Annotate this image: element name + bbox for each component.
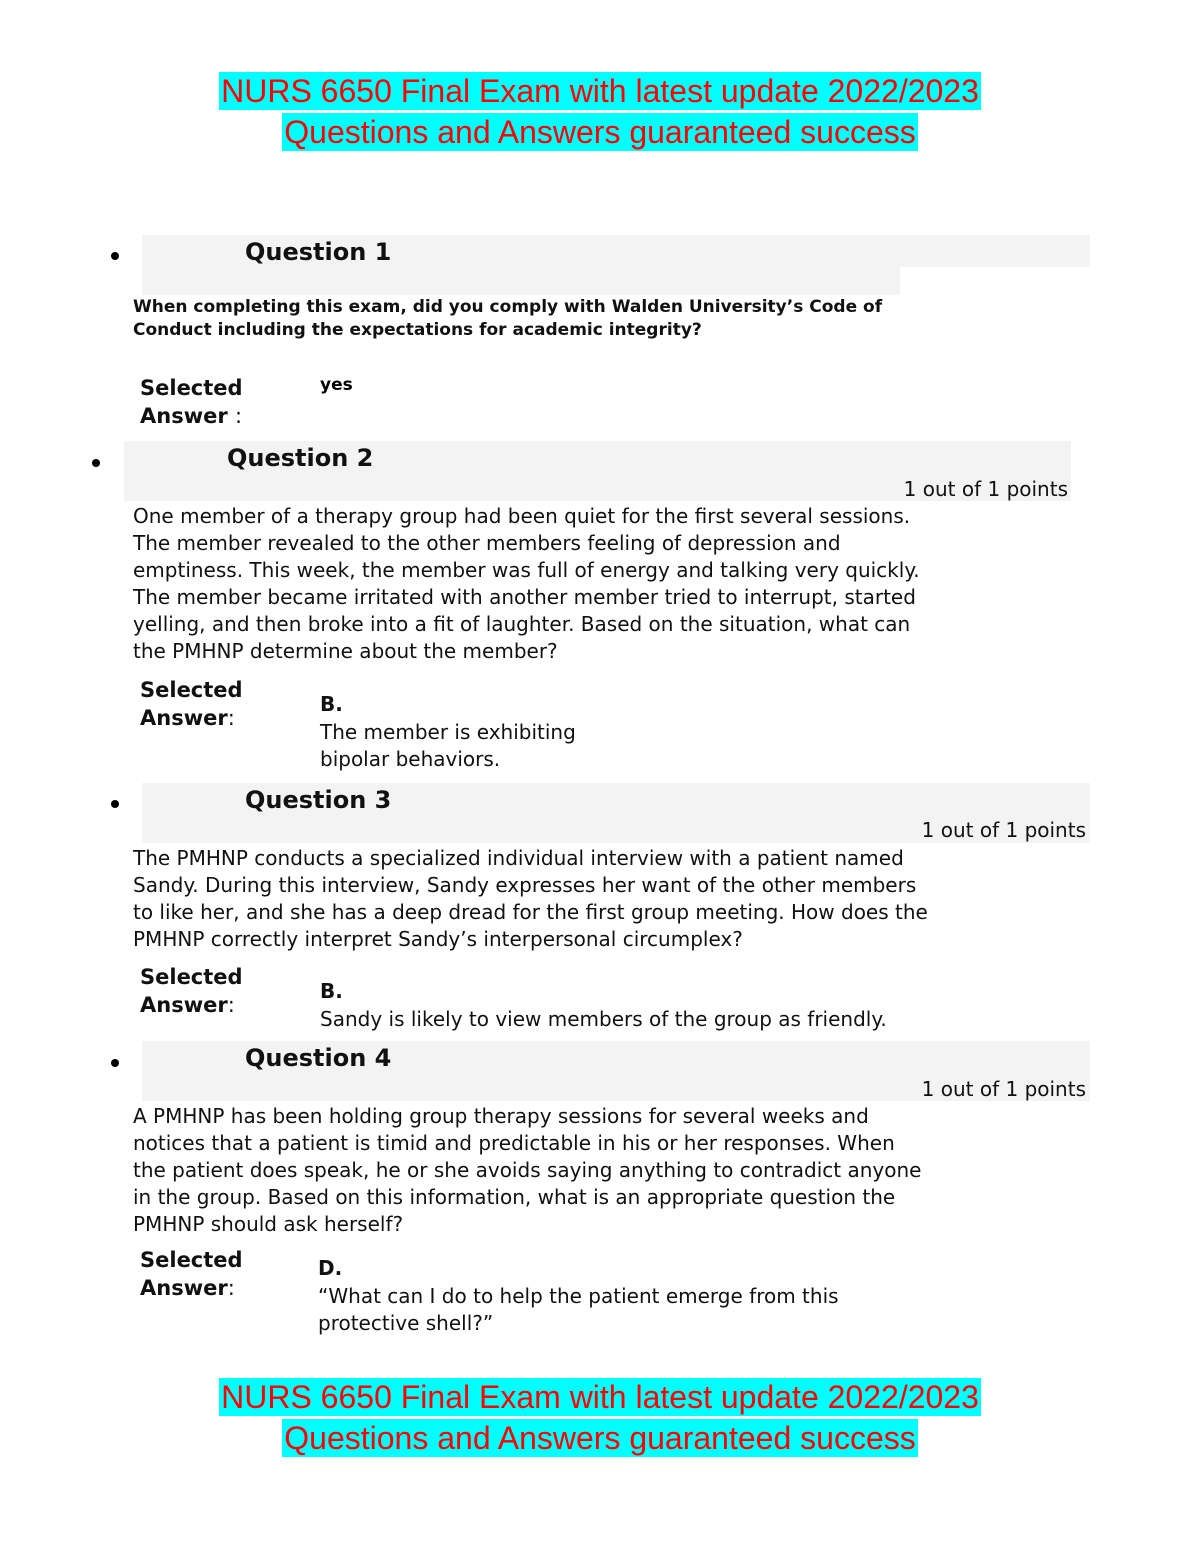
title-line-1: NURS 6650 Final Exam with latest update 2022/2023	[221, 73, 979, 109]
bullet-icon	[111, 800, 119, 808]
question-2-answer-letter: B.	[320, 692, 343, 716]
question-2-answer-text: The member is exhibiting bipolar behaviors.	[320, 720, 576, 771]
document-footer-title	[0, 1378, 1200, 1457]
question-3-answer-letter: B.	[320, 979, 343, 1003]
bullet-icon	[111, 252, 119, 260]
selected-answer-label: Selected Answer:	[140, 1248, 243, 1300]
question-3-points: 1 out of 1 points	[921, 818, 1086, 842]
bullet-icon	[92, 459, 100, 467]
question-1-text: When completing this exam, did you comply with Walden University’s Code of Conduct including the expectations for academic integrity?	[133, 297, 883, 340]
question-4-label: Question 4	[245, 1044, 392, 1072]
question-2-text: One member of a therapy group had been quiet for the first several sessions. The member revealed to the other members feeling of depression and emptiness. This week, the member was full of energy and talking very quickly. The member became irritated with another member tried to interrupt, started yelling, and then broke into a fit of laughter. Based on the situation, what can the PMHNP determine about the member?	[133, 504, 920, 663]
bullet-icon	[111, 1059, 119, 1067]
document-title	[0, 72, 1200, 151]
selected-answer-label: Selected Answer:	[140, 965, 243, 1017]
question-4-answer-letter: D.	[318, 1256, 343, 1280]
question-1-answer: yes	[320, 375, 353, 395]
question-1-label: Question 1	[245, 238, 392, 266]
question-header-bar	[142, 267, 900, 295]
question-3-text: The PMHNP conducts a specialized individual interview with a patient named Sandy. During this interview, Sandy expresses her want of the other members to like her, and she has a deep dread for the first group meeting. How does the PMHNP correctly interpret Sandy’s interpersonal circumplex?	[133, 846, 928, 951]
question-4-points: 1 out of 1 points	[921, 1077, 1086, 1101]
title-line-2: Questions and Answers guaranteed success	[284, 114, 916, 150]
footer-title-line-2: Questions and Answers guaranteed success	[284, 1420, 916, 1456]
question-2-points: 1 out of 1 points	[903, 477, 1068, 501]
question-4-answer-text: “What can I do to help the patient emerge from this protective shell?”	[318, 1284, 839, 1335]
question-2-label: Question 2	[227, 444, 374, 472]
selected-answer-label: Selected Answer :	[140, 376, 243, 428]
footer-title-line-1: NURS 6650 Final Exam with latest update 2022/2023	[221, 1379, 979, 1415]
question-3-label: Question 3	[245, 786, 392, 814]
question-3-answer-text: Sandy is likely to view members of the group as friendly.	[320, 1007, 887, 1031]
question-4-text: A PMHNP has been holding group therapy sessions for several weeks and notices that a patient is timid and predictable in his or her responses. When the patient does speak, he or she avoids saying anything to contradict anyone in the group. Based on this information, what is an appropriate question the PMHNP should ask herself?	[133, 1104, 922, 1236]
selected-answer-label: Selected Answer:	[140, 678, 243, 730]
